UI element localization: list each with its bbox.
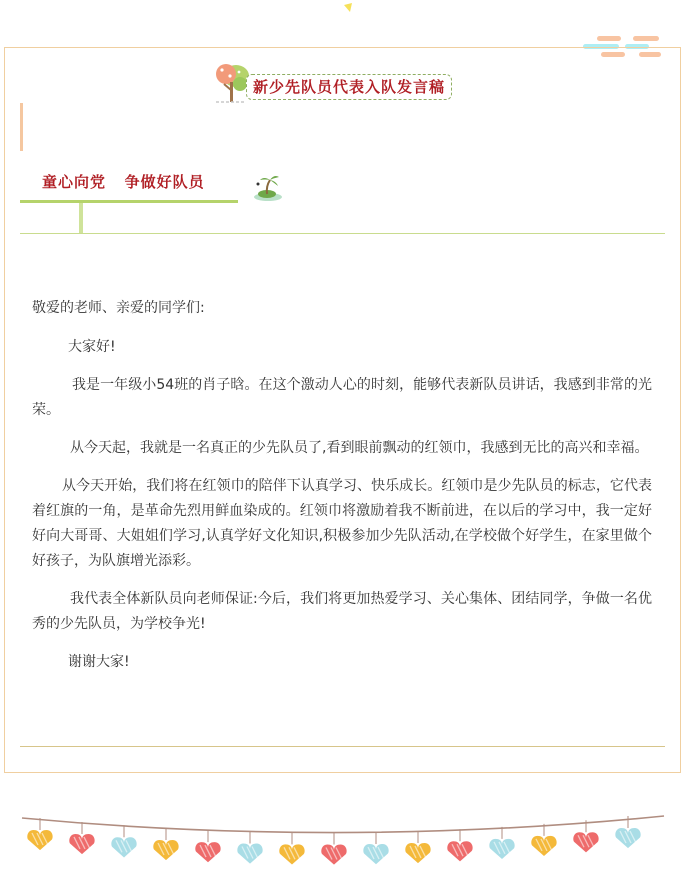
garland-heart — [237, 832, 262, 864]
divider-bottom — [20, 746, 665, 747]
section-underline — [20, 200, 238, 203]
star-sparkle-icon — [342, 3, 354, 13]
garland-heart — [489, 827, 514, 859]
paragraph-intro: 我是一年级小54班的肖子晗。在这个激动人心的时刻，能够代表新队员讲话，我感到非常的光荣。 — [32, 377, 652, 418]
paragraph-thanks: 谢谢大家! — [68, 654, 130, 670]
paragraph-pledge: 我代表全体新队员向老师保证:今后，我们将更加热爱学习、关心集体、团结同学，争做一名优秀的少先队员，为学校争光! — [32, 591, 652, 632]
garland-heart — [321, 833, 346, 865]
paragraph-future: 从今天开始，我们将在红领巾的陪伴下认真学习、快乐成长。红领巾是少先队员的标志，它代表着红旗的一角，是革命先烈用鲜血染成的。红领巾将激励着我不断前进，在以后的学习中，我一定好好向大哥哥、大姐姐们学习,认真学好文化知识,积极参加少先队活动,在学校做个好学生，在家里做个好孩子，为队旗增光添彩。 — [32, 478, 652, 569]
accent-bar — [20, 103, 23, 151]
garland-heart — [27, 818, 52, 850]
island-icon — [252, 172, 284, 204]
garland-heart — [405, 831, 430, 863]
paragraph-today: 从今天起，我就是一名真正的少先队员了,看到眼前飘动的红领巾，我感到无比的高兴和幸福。 — [70, 440, 649, 456]
salutation: 敬爱的老师、亲爱的同学们: — [32, 300, 205, 316]
section-underline-stub — [79, 203, 83, 233]
garland-heart — [69, 822, 94, 854]
page-title: 新少先队员代表入队发言稿 — [246, 74, 452, 100]
heart-garland — [18, 812, 668, 882]
paragraph-greeting: 大家好! — [68, 339, 116, 355]
section-slogan: 童心向党 争做好队员 — [42, 173, 205, 191]
garland-heart — [447, 829, 472, 861]
garland-heart — [531, 824, 556, 856]
garland-heart — [573, 820, 598, 852]
garland-heart — [153, 828, 178, 860]
garland-heart — [195, 830, 220, 862]
garland-heart — [111, 825, 136, 857]
divider-top — [20, 233, 665, 234]
garland-heart — [363, 832, 388, 864]
speech-body — [32, 296, 652, 688]
garland-heart — [279, 832, 304, 864]
